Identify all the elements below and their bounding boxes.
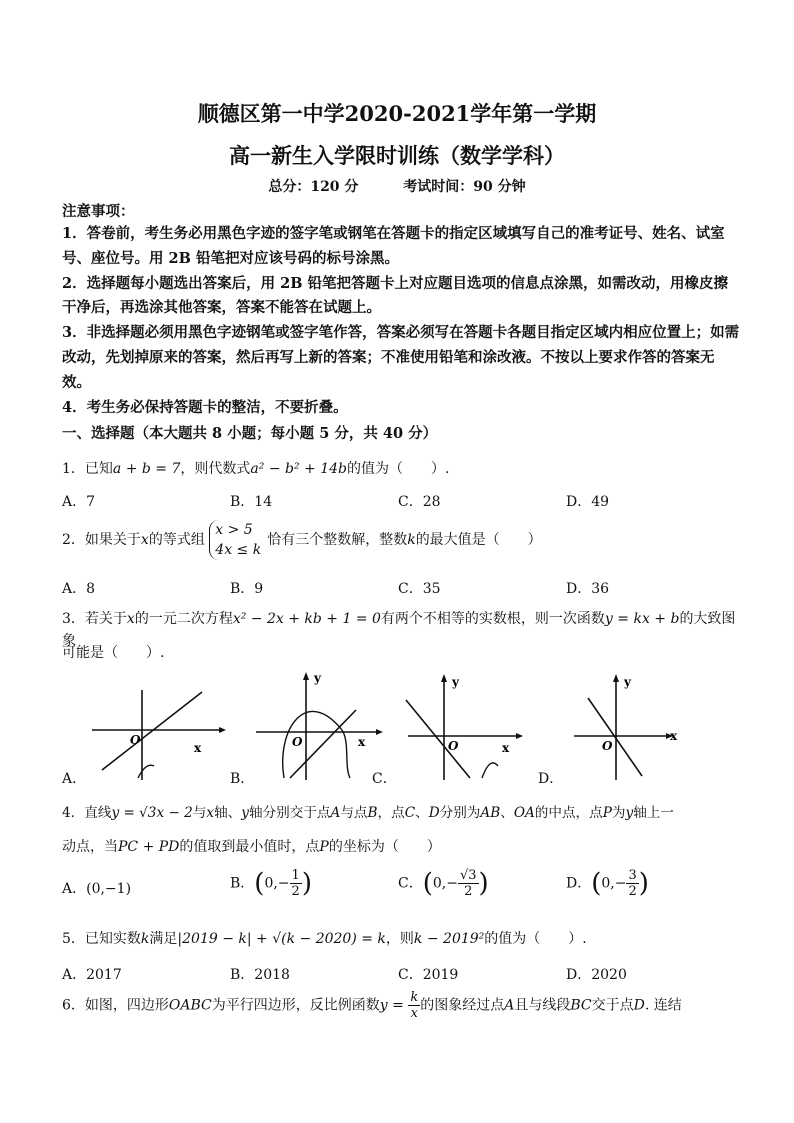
question-5: 5．已知实数k满足|2019 − k| + √(k − 2020) = k，则k − 2019²的值为（ ）. (62, 931, 587, 947)
graph-label-b: B． (230, 771, 255, 787)
graph-d[interactable] (566, 670, 716, 782)
exam-title: 顺德区第一中学2020-2021学年第一学期 (197, 101, 597, 126)
origin-label: O (602, 739, 613, 753)
x-axis-label: x (502, 741, 510, 755)
question-2: 2．如果关于x的等式组 x > 5 4x ≤ k 恰有三个整数解，整数k的最大值是（ ） (62, 522, 542, 558)
exam-time: 考试时间：90 分钟 (403, 179, 526, 195)
option-b[interactable]: B．(0,− $\frac{1}{2}$ ) (230, 868, 312, 899)
x-axis-label: x (358, 735, 366, 749)
y-axis-label: y (314, 671, 321, 685)
question-3-line2: 可能是（ ）. (62, 645, 165, 661)
note-item: 4．考生务必保持答题卡的整洁，不要折叠。 (62, 398, 348, 416)
option-a[interactable]: A．7 (62, 494, 96, 510)
option-a[interactable]: A．2017 (62, 967, 122, 983)
option-b[interactable]: B．9 (230, 581, 264, 597)
note-item: 1．答卷前，考生务必用黑色字迹的签字笔或钢笔在答题卡的指定区域填写自己的准考证号、姓名、试室号、座位号。用 2B 铅笔把对应该号码的标号涂黑。 (62, 225, 725, 267)
exam-subtitle: 高一新生入学限时训练（数学学科） (229, 143, 565, 168)
note-item: 3．非选择题必须用黑色字迹钢笔或签字笔作答，答案必须写在答题卡各题目指定区域内相应位置上；如需改动，先划掉原来的答案，然后再写上新的答案；不准使用铅笔和涂改液。不按以上要求作答的答案无效。 (62, 324, 740, 391)
graph-label-c: C． (372, 771, 397, 787)
graph-label-a: A． (62, 771, 87, 787)
question-4: 4．直线y = √3x − 2与x轴、y轴分别交于点A与点B，点C、D分别为AB、OA的中点，点P为y轴上一 (62, 805, 674, 821)
note-item: 2．选择题每小题选出答案后，用 2B 铅笔把答题卡上对应题目选项的信息点涂黑，如需改动，用橡皮擦干净后，再选涂其他答案，答案不能答在试题上。 (62, 274, 729, 317)
graph-label-d: D． (538, 771, 564, 787)
origin-label: O (130, 733, 141, 747)
question-6: 6．如图，四边形OABC为平行四边形，反比例函数y = $\frac{k}{x}$ 的图象经过点A且与线段BC交于点D. 连结 (62, 990, 682, 1021)
option-c[interactable]: C．2019 (398, 967, 459, 983)
origin-label: O (448, 739, 459, 753)
origin-label: O (292, 735, 303, 749)
option-d[interactable]: D．(0,− $\frac{3}{2}$ ) (566, 868, 649, 899)
x-axis-label: x (670, 729, 678, 743)
option-d[interactable]: D．36 (566, 581, 610, 597)
option-a[interactable]: A．(0,−1) (62, 881, 132, 897)
option-d[interactable]: D．49 (566, 494, 610, 510)
exam-meta (0, 176, 794, 196)
y-axis-label: y (452, 675, 459, 689)
option-c[interactable]: C．35 (398, 581, 441, 597)
graph-a[interactable] (84, 670, 234, 782)
section-heading: 一、选择题（本大题共 8 小题；每小题 5 分，共 40 分） (62, 425, 438, 442)
option-b[interactable]: B．14 (230, 494, 273, 510)
question-3: 3．若关于x的一元二次方程x² − 2x + kb + 1 = 0有两个不相等的实数根，则一次函数y = kx + b的大致图象 (62, 611, 736, 649)
question-4-line2: 动点，当PC + PD的值取到最小值时，点P的坐标为（ ） (62, 839, 441, 855)
graph-c[interactable] (398, 670, 548, 782)
option-a[interactable]: A．8 (62, 581, 96, 597)
total-score: 总分：120 分 (268, 179, 359, 195)
option-c[interactable]: C．(0,− $\frac{√3}{2}$ ) (398, 868, 489, 899)
notes-list (62, 222, 742, 420)
graph-b[interactable] (246, 670, 396, 782)
inequality-system: x > 5 4x ≤ k (209, 520, 267, 560)
option-b[interactable]: B．2018 (230, 967, 290, 983)
option-d[interactable]: D．2020 (566, 967, 627, 983)
y-axis-label: y (624, 675, 631, 689)
option-c[interactable]: C．28 (398, 494, 441, 510)
notes-heading: 注意事项： (62, 203, 135, 220)
x-axis-label: x (194, 741, 202, 755)
question-4-options (62, 868, 742, 908)
question-1: 1．已知a + b = 7，则代数式a² − b² + 14b的值为（ ）. (62, 461, 450, 477)
